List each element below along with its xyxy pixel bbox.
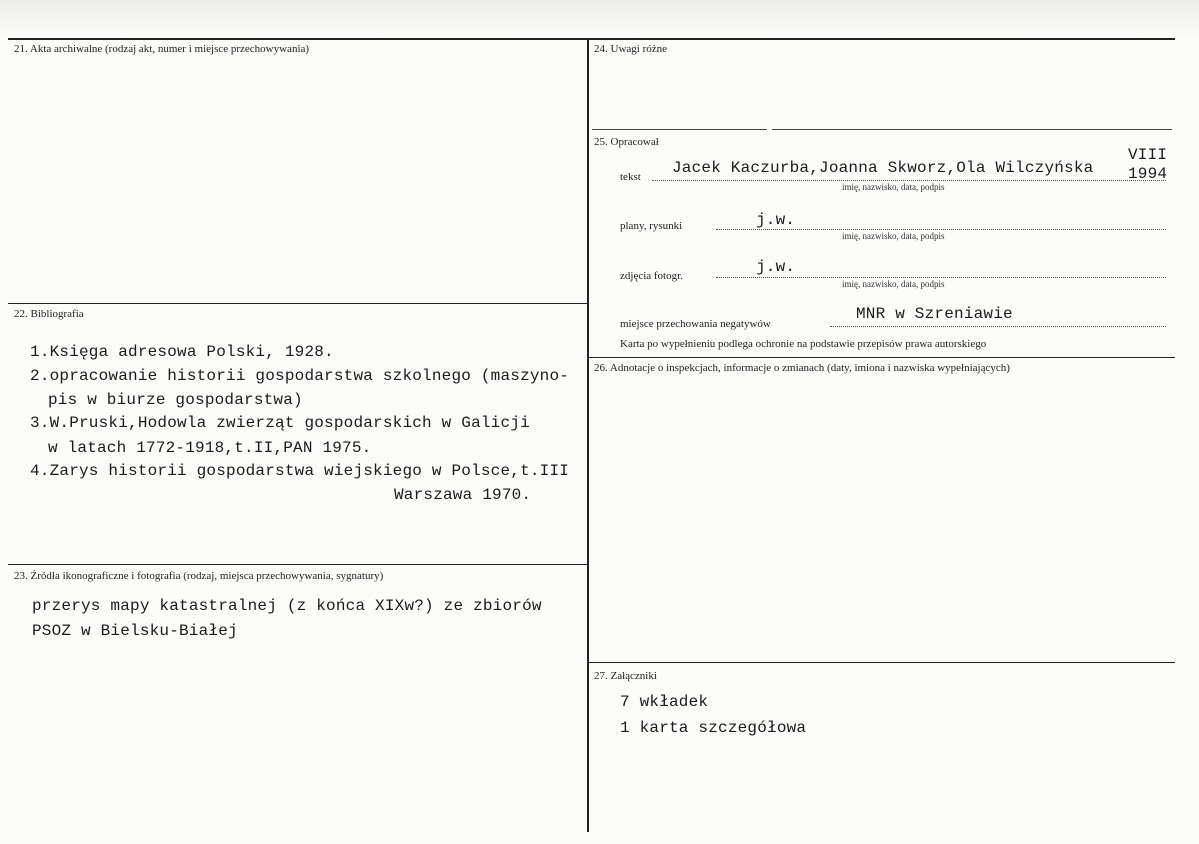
attachment-line-2: 1 karta szczegółowa (620, 719, 807, 737)
negatywy-line (830, 326, 1166, 327)
negatywy-value: MNR w Szreniawie (856, 305, 1013, 323)
copyright-notice: Karta po wypełnieniu podlega ochronie na podstawie przepisów prawa autorskiego (620, 338, 987, 350)
rule-left-22 (8, 303, 587, 304)
bibliography-line-1: 1.Księga adresowa Polski, 1928. (30, 343, 334, 361)
sec23-label: 23. Źródła ikonograficzne i fotografia (rodzaj, miejsca przechowywania, sygnatury) (14, 570, 384, 582)
date-year: 1994 (1128, 165, 1168, 183)
sec27-label: 27. Załączniki (594, 670, 657, 682)
rule-right-26 (589, 357, 1175, 358)
center-divider (587, 40, 589, 832)
plany-value: j.w. (756, 211, 796, 229)
bibliography-line-4: 3.W.Pruski,Hodowla zwierząt gospodarskich w Galicji (30, 414, 530, 432)
bibliography-line-5: w latach 1772-1918,t.II,PAN 1975. (48, 439, 372, 457)
top-rule (8, 38, 1175, 40)
sec21-label: 21. Akta archiwalne (rodzaj akt, numer i miejsce przechowywania) (14, 43, 310, 55)
sec22-label: 22. Bibliografia (14, 308, 84, 320)
zdjecia-label: zdjęcia fotogr. (620, 270, 683, 282)
sec25-label: 25. Opracował (594, 136, 659, 148)
tekst-line (652, 180, 1166, 181)
zdjecia-value: j.w. (756, 258, 796, 276)
sec24-label: 24. Uwagi różne (594, 43, 668, 55)
attachment-line-1: 7 wkładek (620, 693, 709, 711)
rule-right-25a (592, 129, 767, 130)
zdjecia-caption: imię, nazwisko, data, podpis (842, 279, 945, 289)
sec26-label: 26. Adnotacje o inspekcjach, informacje o zmianach (daty, imiona i nazwiska wypełniających) (594, 362, 1010, 374)
iconography-line-2: PSOZ w Bielsku-Białej (32, 622, 238, 640)
card-top-edge (0, 0, 1199, 40)
tekst-caption: imię, nazwisko, data, podpis (842, 182, 945, 192)
rule-right-25b (772, 129, 1172, 130)
plany-label: plany, rysunki (620, 220, 683, 232)
date-month: VIII (1128, 146, 1168, 164)
tekst-label: tekst (620, 171, 641, 183)
bibliography-line-3: pis w biurze gospodarstwa) (48, 391, 303, 409)
iconography-line-1: przerys mapy katastralnej (z końca XIXw?) ze zbiorów (32, 597, 542, 615)
plany-line (716, 229, 1166, 230)
plany-caption: imię, nazwisko, data, podpis (842, 231, 945, 241)
negatywy-label: miejsce przechowania negatywów (620, 318, 771, 330)
bibliography-line-7: Warszawa 1970. (394, 486, 532, 504)
rule-right-27 (589, 662, 1175, 663)
bibliography-line-2: 2.opracowanie historii gospodarstwa szkolnego (maszyno- (30, 367, 570, 385)
zdjecia-line (716, 277, 1166, 278)
tekst-value: Jacek Kaczurba,Joanna Skworz,Ola Wilczyńska (672, 159, 1094, 177)
rule-left-23 (8, 564, 587, 565)
bibliography-line-6: 4.Zarys historii gospodarstwa wiejskiego w Polsce,t.III (30, 462, 570, 480)
